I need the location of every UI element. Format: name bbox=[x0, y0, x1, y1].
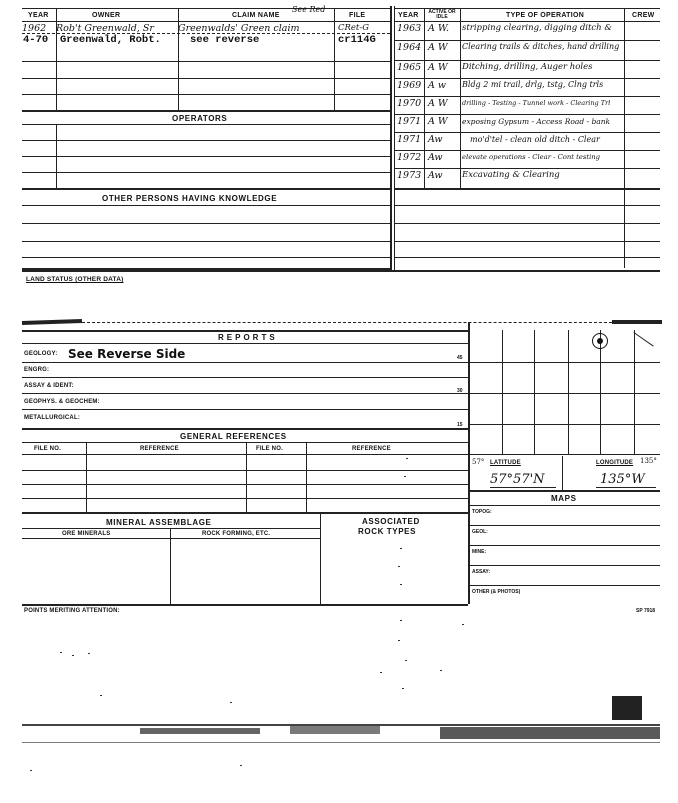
maps-title: MAPS bbox=[551, 494, 577, 503]
ore-minerals-header: ORE MINERALS bbox=[62, 531, 111, 537]
claim-row-claim-name: Greenwalds' Green claim bbox=[178, 23, 300, 34]
claim-row-year: 4-70 bbox=[23, 34, 49, 46]
latitude-value: 57°57'N bbox=[490, 472, 545, 487]
mineral-assemblage-title: MINERAL ASSEMBLAGE bbox=[106, 518, 212, 527]
ops-row-year: 1965 bbox=[397, 62, 422, 73]
ops-row-status: A W bbox=[428, 116, 448, 127]
section-circle-mark bbox=[592, 333, 608, 349]
claims-file-header: FILE bbox=[349, 12, 366, 19]
claims-year-header: YEAR bbox=[28, 12, 49, 19]
ops-row-type: mo'd'tel - clean old ditch - Clear bbox=[470, 135, 600, 144]
geophys-label: GEOPHYS. & GEOCHEM: bbox=[24, 399, 100, 405]
engrg-label: ENGRG: bbox=[24, 367, 50, 373]
ops-row-type: Clearing trails & ditches, hand drilling bbox=[462, 42, 620, 51]
rock-types-header: ROCK TYPES bbox=[358, 527, 417, 536]
grid-tick-15: 15 bbox=[457, 422, 463, 428]
maps-assay-label: ASSAY: bbox=[472, 569, 491, 575]
claims-claim-name-header: CLAIM NAME bbox=[232, 12, 280, 19]
ref-file-no-header: FILE NO. bbox=[34, 446, 61, 452]
ops-row-status: Aw bbox=[428, 170, 443, 181]
ops-row-year: 1973 bbox=[397, 170, 422, 181]
ops-row-status: Aw bbox=[428, 152, 443, 163]
maps-geol-label: GEOL: bbox=[472, 529, 488, 535]
ops-row-type: exposing Gypsum - Access Road - bank bbox=[462, 117, 611, 126]
maps-topog-label: TOPOG: bbox=[472, 509, 492, 515]
rock-forming-header: ROCK FORMING, ETC. bbox=[202, 531, 271, 537]
claim-row-claim-name: see reverse bbox=[190, 34, 260, 46]
ops-row-type: Excavating & Clearing bbox=[462, 170, 560, 180]
assay-ident-label: ASSAY & IDENT: bbox=[24, 383, 74, 389]
ops-row-year: 1971 bbox=[397, 116, 422, 127]
longitude-label: LONGITUDE bbox=[596, 460, 634, 466]
grid-tick-30: 30 bbox=[457, 388, 463, 394]
ops-row-status: A W bbox=[428, 98, 448, 109]
longitude-value: 135°W bbox=[600, 472, 645, 487]
ops-row-status: A w bbox=[428, 80, 447, 91]
claim-row-owner: Greenwald, Robt. bbox=[60, 34, 161, 46]
claim-row-year: 1962 bbox=[22, 23, 47, 34]
ops-row-status: Aw bbox=[428, 134, 443, 145]
ref-reference-header: REFERENCE bbox=[140, 446, 179, 452]
reports-title: REPORTS bbox=[218, 333, 278, 342]
ops-row-type: Ditching, drilling, Auger holes bbox=[462, 62, 593, 72]
ops-row-year: 1970 bbox=[397, 98, 422, 109]
associated-header: ASSOCIATED bbox=[362, 517, 420, 526]
maps-mine-label: MINE: bbox=[472, 549, 487, 555]
other-persons-header: OTHER PERSONS HAVING KNOWLEDGE bbox=[102, 194, 278, 203]
ops-type-header: TYPE OF OPERATION bbox=[506, 12, 585, 19]
claims-owner-header: OWNER bbox=[92, 12, 121, 19]
claim-row-file: CRet-G bbox=[338, 23, 370, 33]
ops-row-year: 1964 bbox=[397, 42, 422, 53]
claims-claim-name-note: See Red bbox=[292, 5, 326, 14]
ops-row-status: A W bbox=[428, 62, 448, 73]
ops-row-type: elevate operations - Clear - Cont testing bbox=[462, 153, 601, 161]
geology-label: GEOLOGY: bbox=[24, 351, 58, 357]
ops-row-type: Bldg 2 mi trail, drlg, tstg, Clng trls bbox=[462, 80, 604, 89]
latitude-prefix: 57° bbox=[472, 458, 485, 466]
ops-crew-header: CREW bbox=[632, 12, 655, 19]
ops-row-status: A W. bbox=[428, 23, 450, 34]
geology-value: See Reverse Side bbox=[68, 347, 186, 361]
ref-reference-header: REFERENCE bbox=[352, 446, 391, 452]
grid-tick-45: 45 bbox=[457, 355, 463, 361]
operators-header: OPERATORS bbox=[172, 114, 228, 123]
longitude-suffix: 135° bbox=[640, 457, 657, 465]
ops-row-year: 1969 bbox=[397, 80, 422, 91]
ops-row-year: 1972 bbox=[397, 152, 422, 163]
claim-row-file: cr114G bbox=[338, 34, 376, 46]
ops-active-header: ACTIVE OR IDLE bbox=[428, 9, 456, 20]
maps-other-label: OTHER (& PHOTOS) bbox=[472, 589, 521, 595]
general-references-title: GENERAL REFERENCES bbox=[180, 432, 287, 441]
ops-row-type: stripping clearing, digging ditch & bbox=[462, 23, 612, 33]
land-status-label: LAND STATUS (OTHER DATA) bbox=[26, 276, 124, 283]
latitude-label: LATITUDE bbox=[490, 460, 521, 466]
metallurgical-label: METALLURGICAL: bbox=[24, 415, 81, 421]
ref-file-no-header: FILE NO. bbox=[256, 446, 283, 452]
ops-row-type: drilling - Testing - Tunnel work - Clearing Trl bbox=[462, 99, 611, 107]
ops-row-status: A W bbox=[428, 42, 448, 53]
ops-row-year: 1963 bbox=[397, 23, 422, 34]
points-meriting-attention-label: POINTS MERITING ATTENTION: bbox=[24, 608, 120, 614]
form-number: SP 7918 bbox=[636, 608, 656, 614]
ops-row-year: 1971 bbox=[397, 134, 422, 145]
ops-year-header: YEAR bbox=[398, 12, 419, 19]
claim-row-owner: Rob't Greenwald, Sr bbox=[56, 23, 154, 34]
